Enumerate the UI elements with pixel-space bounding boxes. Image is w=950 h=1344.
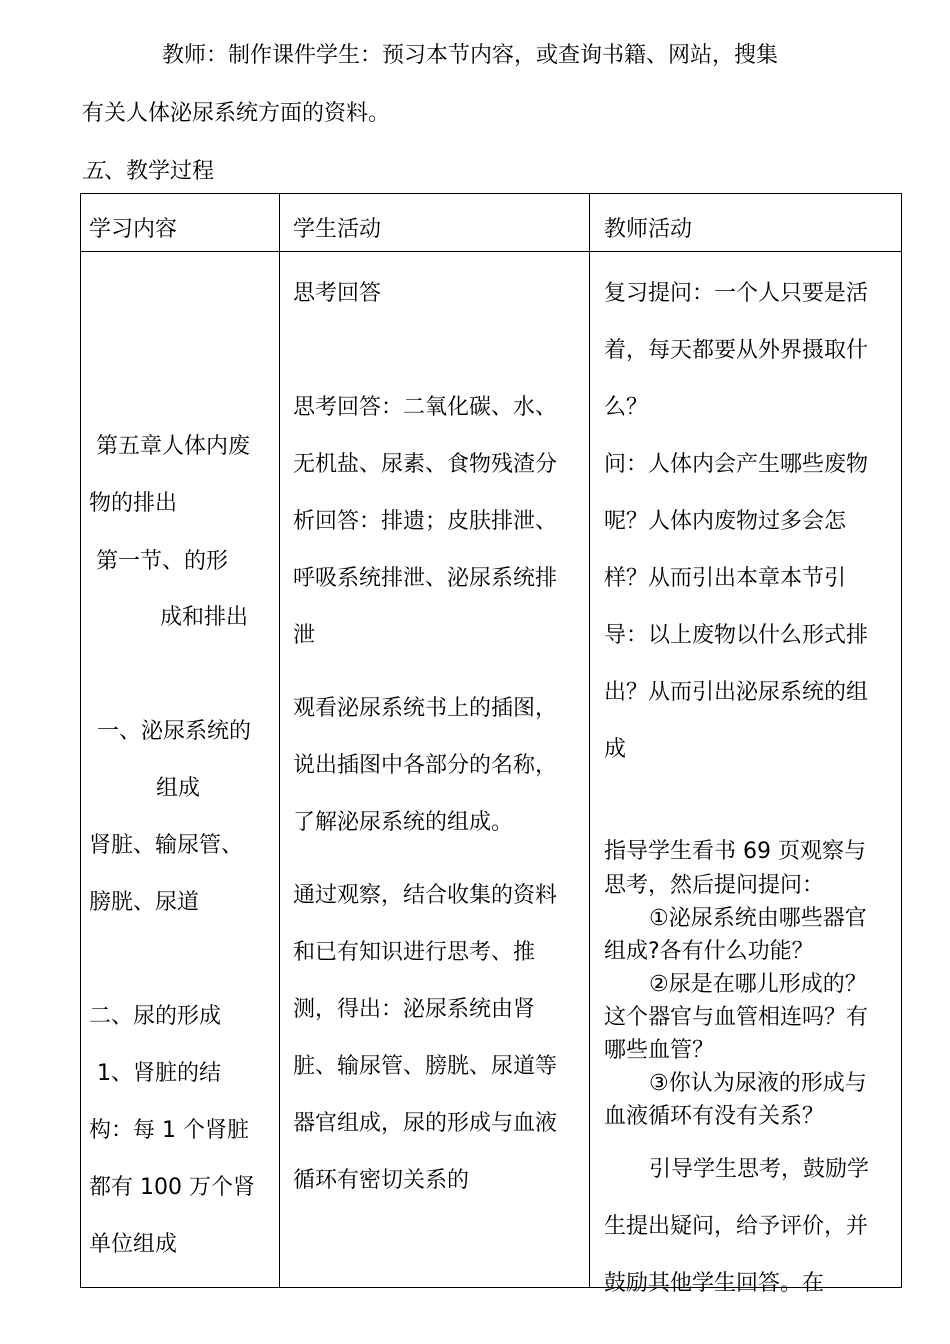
content-line: 第一节、的形 [96,549,229,574]
content-line: 组成 [156,776,201,801]
header-teacher: 教师活动 [604,217,693,242]
content-line: 1、肾脏的结 [97,1061,221,1086]
student-line: 呼吸系统排泄、泌尿系统排 [293,566,558,591]
section-heading [82,154,214,185]
column-divider [589,194,590,1287]
teacher-line: ①泌尿系统由哪些器官 [649,906,867,931]
student-line: 和已有知识进行思考、推 [293,940,536,965]
content-line: 膀胱、尿道 [89,890,200,915]
teacher-line: 血液循环有没有关系？ [604,1104,825,1129]
content-line: 肾脏、输尿管、 [89,833,244,858]
teacher-line: 引导学生思考，鼓励学 [649,1157,870,1182]
teacher-line: 思考，然后提问提问： [604,873,825,898]
student-line: 思考回答：二氧化碳、水、 [293,395,558,420]
section-title: 、教学过程 [104,159,215,184]
teacher-line: 复习提问：一个人只要是活 [604,281,869,306]
header-divider [81,251,901,252]
student-line: 测，得出：泌尿系统由肾 [293,997,536,1022]
teacher-line: 鼓励其他学生回答。在 [604,1271,825,1296]
teacher-line: 出？从而引出泌尿系统的组 [604,680,869,705]
teacher-line: 呢？人体内废物过多会怎 [604,509,847,534]
student-line: 脏、输尿管、膀胱、尿道等 [293,1054,558,1079]
student-line: 观看泌尿系统书上的插图， [293,696,558,721]
content-line: 二、尿的形成 [89,1004,222,1029]
teacher-line: 哪些血管？ [604,1038,715,1063]
student-line: 循环有密切关系的 [293,1168,470,1193]
student-line: 了解泌尿系统的组成。 [293,810,514,835]
content-line: 单位组成 [89,1232,178,1257]
teacher-line: 样？从而引出本章本节引 [604,566,847,591]
content-line: 都有 100 万个肾 [89,1175,255,1200]
teacher-line: 导：以上废物以什么形式排 [604,623,869,648]
teacher-line: ③你认为尿液的形成与 [649,1071,867,1096]
header-content: 学习内容 [89,217,178,242]
student-line: 通过观察，结合收集的资料 [293,883,558,908]
teacher-line: 着，每天都要从外界摄取什 [604,338,869,363]
content-line: 第五章人体内废 [96,434,251,459]
header-student: 学生活动 [293,217,382,242]
teacher-line: 指导学生看书 69 页观察与 [604,839,866,864]
student-line: 思考回答 [293,281,382,306]
intro-line-1: 教师：制作课件学生：预习本节内容，或查询书籍、网站，搜集 [162,43,779,68]
student-line: 无机盐、尿素、食物残渣分 [293,452,558,477]
teacher-line: 成 [604,737,627,762]
content-line: 成和排出 [160,605,249,630]
lesson-table [80,193,902,1296]
student-line: 说出插图中各部分的名称， [293,753,558,778]
student-line: 器官组成，尿的形成与血液 [293,1111,558,1136]
content-line: 一、泌尿系统的 [97,719,252,744]
student-line: 析回答：排遗；皮肤排泄、 [293,509,558,534]
column-divider [279,194,280,1287]
section-number: 五 [82,159,105,184]
teacher-line: 问：人体内会产生哪些废物 [604,452,869,477]
teacher-line: ②尿是在哪儿形成的？ [649,972,867,997]
intro-line-2: 有关人体泌尿系统方面的资料。 [82,101,391,126]
teacher-line: 么？ [604,395,649,420]
content-line: 构：每 1 个肾脏 [89,1118,249,1143]
teacher-line: 组成?各有什么功能？ [604,939,814,964]
teacher-line: 生提出疑问，给予评价，并 [604,1214,869,1239]
teacher-line: 这个器官与血管相连吗？有 [604,1005,869,1030]
content-line: 物的排出 [89,491,178,516]
student-line: 泄 [293,623,316,648]
